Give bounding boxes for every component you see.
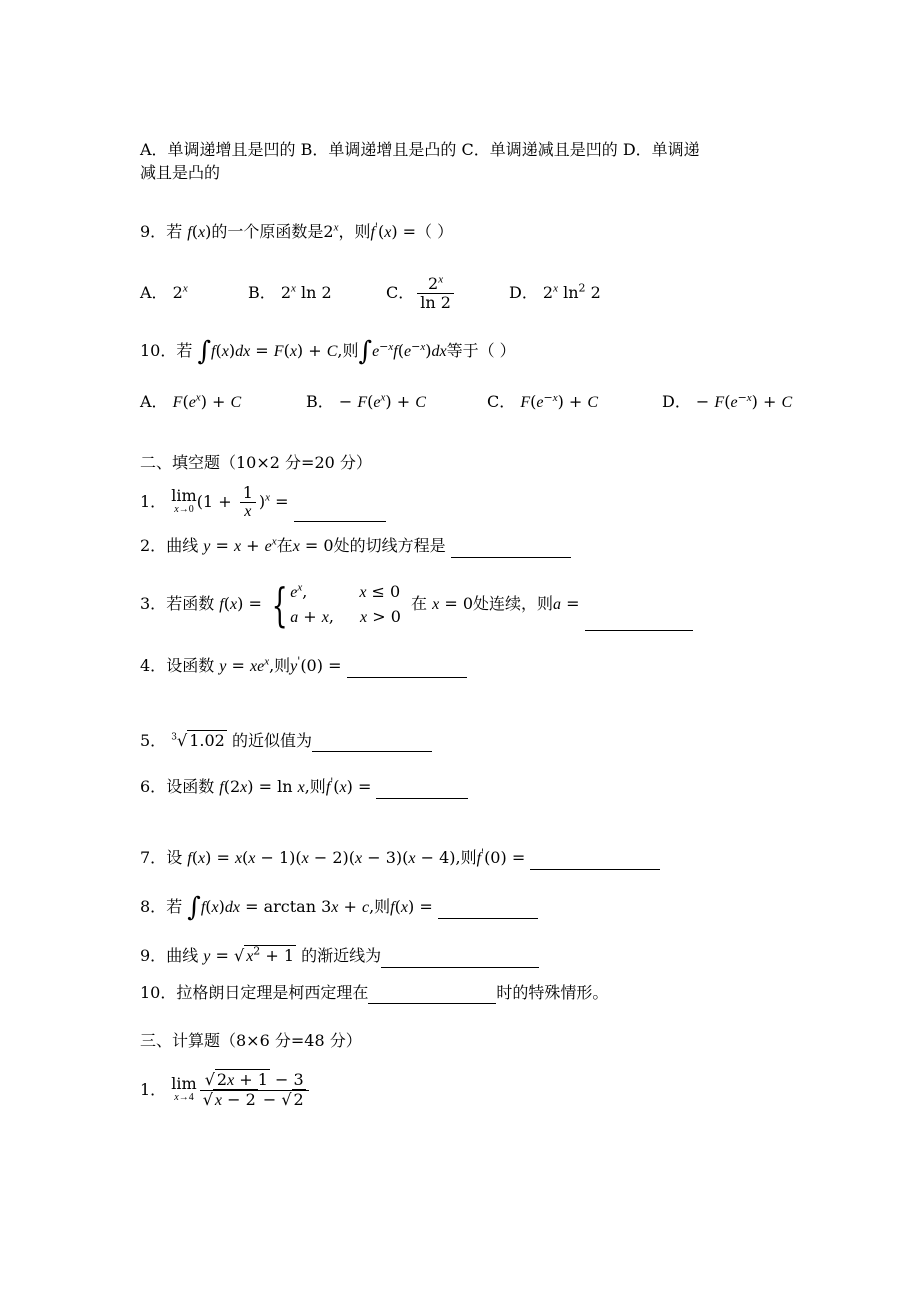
fill-7: 7．设 f(x) = x(x − 1)(x − 2)(x − 3)(x − 4),则f'(0) = xyxy=(140,847,660,870)
calc-1: 1． lim x→4 $\frac{√ 2x + 1 - 3}{√ x - 2 - √ 2}$ xyxy=(140,1064,312,1116)
left-brace-icon: { xyxy=(271,577,288,632)
answer-blank[interactable] xyxy=(376,780,468,799)
section-3-title: 三、计算题（8×6 分=48 分） xyxy=(140,1031,362,1050)
limit-notation: lim x→0 xyxy=(171,485,197,515)
fill-3: 3．若函数 f(x) = { $e^x$, x ≤ 0 a + x, x > 0 在 x = 0处连续，则a = xyxy=(140,578,693,631)
limit-notation: lim x→4 xyxy=(171,1073,197,1103)
fraction: $\frac{√ 2x + 1 - 3}{√ x - 2 - √ 2}$ xyxy=(200,1071,309,1110)
answer-blank[interactable] xyxy=(585,612,693,631)
answer-blank[interactable] xyxy=(381,949,539,968)
answer-blank[interactable] xyxy=(294,503,386,522)
q8-options-line2: 减且是凸的 xyxy=(140,163,221,182)
math-formula: f xyxy=(187,224,192,241)
integral-sign-icon: ∫ xyxy=(197,336,212,367)
answer-blank[interactable] xyxy=(530,851,660,870)
question-10: 10．若 ∫f(x)dx = F(x) + C,则$\int e^{-x}f(e^{-x})dx$等于（ ） xyxy=(140,336,516,367)
piecewise-cases: $e^x$, x ≤ 0 a + x, x > 0 xyxy=(290,581,401,626)
fill-5: 5． $^3$√ 1.02 的近似值为 xyxy=(140,730,432,752)
fill-6: 6．设函数 f(2x) = ln x,则f'(x) = xyxy=(140,776,468,799)
question-number: 9． xyxy=(140,222,167,241)
fill-8: 8．若 ∫f(x)dx = arctan 3x + c,则f(x) = xyxy=(140,896,538,919)
answer-blank[interactable] xyxy=(312,733,432,752)
q9-option-c[interactable]: C． $\frac{2^x}{\ln 2}$ xyxy=(386,270,457,316)
answer-blank[interactable] xyxy=(368,985,496,1004)
answer-blank[interactable] xyxy=(347,659,467,678)
q10-option-b[interactable]: B． − $F(e^x) + C$ xyxy=(306,391,426,411)
fill-2: 2．曲线 $y = x + e^x$在x = 0处的切线方程是 xyxy=(140,535,571,558)
fill-9: 9．曲线 y = √ $x^2 + 1$ 的渐近线为 xyxy=(140,945,539,968)
fill-1: 1． lim x→0 (1 + $\frac{1}{x}$ )$^x$ = xyxy=(140,482,386,522)
answer-blank[interactable] xyxy=(438,900,538,919)
q9-option-b[interactable]: B． 2$^x$ ln 2 xyxy=(248,282,332,302)
q10-option-a[interactable]: A． $F(e^x) + C$ xyxy=(140,391,242,411)
fraction: $\frac{2^x}{\ln 2}$ xyxy=(417,275,454,312)
q9-option-a[interactable]: A． 2$^x$ xyxy=(140,282,188,302)
q10-option-d[interactable]: D． − $F(e^{-x}) + C$ xyxy=(662,390,793,411)
fill-10: 10．拉格朗日定理是柯西定理在 时的特殊情形。 xyxy=(140,983,609,1002)
integral-sign-icon: ∫ xyxy=(358,336,373,367)
question-number: 10． xyxy=(140,341,177,360)
question-9: 9．若 f(x)的一个原函数是2$^x$，则f'(x) =（ ） xyxy=(140,220,454,241)
fraction: $\frac{1}{x}$ xyxy=(240,484,256,521)
section-2-title: 二、填空题（10×2 分=20 分） xyxy=(140,453,372,472)
fill-4: 4．设函数 $y = xe^x$,则y'(0) = xyxy=(140,655,467,678)
q10-option-c[interactable]: C． $F(e^{-x}) + C$ xyxy=(487,390,599,411)
answer-blank[interactable] xyxy=(451,539,571,558)
integral-sign-icon: ∫ xyxy=(187,892,201,923)
q8-options-line1: A．单调递增且是凹的 B．单调递增且是凸的 C．单调递减且是凹的 D．单调递 xyxy=(140,140,700,159)
q9-option-d[interactable]: D． 2$^x$ $\ln^2 2$ xyxy=(509,281,601,302)
